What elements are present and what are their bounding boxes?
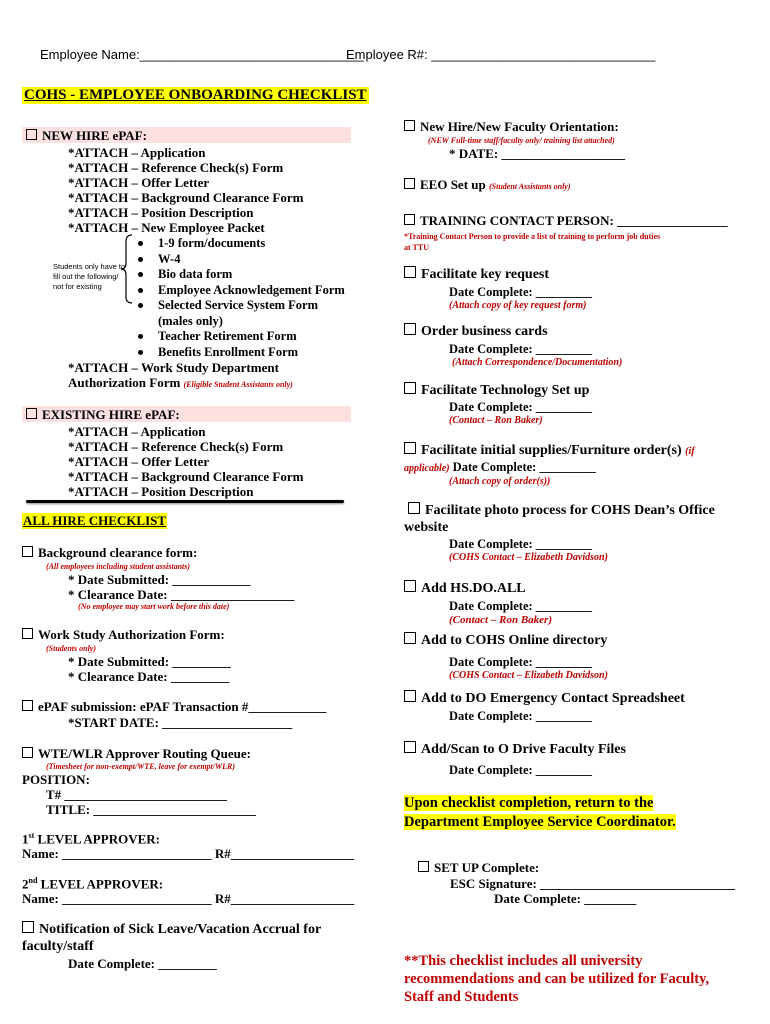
list-item: Bio data form	[134, 267, 345, 283]
technology-setup-item[interactable]: Facilitate Technology Set up	[404, 382, 589, 399]
section-divider	[26, 500, 344, 503]
photo-process-checkbox[interactable]	[408, 502, 420, 514]
key-request-note: (Attach copy of key request form)	[449, 300, 587, 311]
supplies-item[interactable]: Facilitate initial supplies/Furniture order(s) (if	[404, 442, 695, 459]
esc-signature-field[interactable]: ESC Signature: ______________________________	[450, 876, 736, 891]
list-item: *ATTACH – Background Clearance Form	[68, 190, 304, 205]
work-study-attach: *ATTACH – Work Study Department	[68, 360, 279, 375]
training-note: *Training Contact Person to provide a list of training to perform job duties at TTU	[404, 232, 661, 252]
epaf-submission-item[interactable]: ePAF submission: ePAF Transaction #____________	[22, 699, 326, 715]
all-hire-heading: ALL HIRE CHECKLIST	[23, 513, 167, 528]
second-level-approver-name[interactable]: Name: _______________________ R#___________________	[22, 891, 355, 906]
new-hire-checkbox[interactable]	[26, 129, 37, 140]
business-cards-date[interactable]: Date Complete: _________	[449, 342, 593, 356]
key-request-item[interactable]: Facilitate key request	[404, 266, 549, 283]
list-item: Employee Acknowledgement Form	[134, 283, 345, 299]
list-item: *ATTACH – Offer Letter	[68, 454, 210, 469]
photo-process-date[interactable]: Date Complete: _________	[449, 537, 593, 551]
sick-leave-item-line2: faculty/staff	[22, 939, 94, 954]
list-item: *ATTACH – Application	[68, 145, 206, 160]
list-item: 1-9 form/documents	[134, 236, 345, 252]
wte-wlr-item[interactable]: WTE/WLR Approver Routing Queue:	[22, 746, 251, 762]
technology-setup-checkbox[interactable]	[404, 382, 416, 394]
business-cards-item[interactable]: Order business cards	[404, 323, 548, 340]
existing-hire-attach-list	[68, 424, 303, 499]
wte-note: (Timesheet for non-exempt/WTE, leave for exempt/WLR)	[46, 762, 236, 771]
existing-hire-checkbox[interactable]	[26, 408, 37, 419]
list-item: Teacher Retirement Form	[134, 329, 345, 345]
photo-process-item-line2: website	[404, 520, 449, 535]
position-title-field[interactable]: TITLE: _________________________	[46, 802, 256, 817]
sick-leave-date[interactable]: Date Complete: _________	[68, 956, 217, 971]
eeo-item[interactable]: EEO Set up (Student Assistants only)	[404, 177, 571, 193]
work-study-checkbox[interactable]	[22, 628, 33, 639]
background-warning: (No employee may start work before this date)	[78, 602, 230, 611]
work-study-date-submitted[interactable]: * Date Submitted: _________	[68, 654, 231, 669]
list-item: *ATTACH – Position Description	[68, 205, 254, 220]
first-level-approver-name[interactable]: Name: _______________________ R#___________________	[22, 846, 355, 861]
online-directory-checkbox[interactable]	[404, 632, 416, 644]
position-label: POSITION:	[22, 772, 90, 787]
start-date-field[interactable]: *START DATE: ____________________	[68, 715, 293, 730]
students-only-note: Students only have to fill out the following/ not for existing	[53, 262, 126, 291]
sick-leave-item[interactable]: Notification of Sick Leave/Vacation Accrual for	[22, 921, 321, 938]
employee-name-field[interactable]: Employee Name:_______________________________	[40, 47, 364, 62]
completion-instructions: Upon checklist completion, return to the Department Employee Service Coordinator.	[404, 795, 676, 830]
orientation-note: (NEW Full-time staff/faculty only/ training list attached)	[428, 136, 615, 145]
o-drive-item[interactable]: Add/Scan to O Drive Faculty Files	[404, 741, 626, 758]
list-item: *ATTACH – Reference Check(s) Form	[68, 439, 284, 454]
emergency-contact-item[interactable]: Add to DO Emergency Contact Spreadsheet	[404, 690, 685, 707]
hsdoall-date[interactable]: Date Complete: _________	[449, 599, 593, 613]
page-title: COHS - EMPLOYEE ONBOARDING CHECKLIST	[24, 87, 367, 103]
background-note: (All employees including student assistants)	[46, 562, 191, 571]
list-item: *ATTACH – Application	[68, 424, 206, 439]
t-number-field[interactable]: T# _________________________	[46, 787, 227, 802]
setup-complete-item[interactable]: SET UP Complete:	[418, 860, 539, 876]
wte-wlr-checkbox[interactable]	[22, 747, 33, 758]
list-item: *ATTACH – Position Description	[68, 484, 254, 499]
o-drive-checkbox[interactable]	[404, 741, 416, 753]
list-item: W-4	[134, 252, 345, 268]
list-item: *ATTACH – Offer Letter	[68, 175, 210, 190]
sick-leave-checkbox[interactable]	[22, 921, 34, 933]
new-hire-attach-list	[68, 145, 303, 235]
setup-date-field[interactable]: Date Complete: ________	[494, 891, 637, 906]
list-item: *ATTACH – Reference Check(s) Form	[68, 160, 284, 175]
technology-setup-date[interactable]: Date Complete: _________	[449, 400, 593, 414]
emergency-contact-checkbox[interactable]	[404, 690, 416, 702]
orientation-item[interactable]: New Hire/New Faculty Orientation:	[404, 119, 619, 135]
new-hire-heading[interactable]: NEW HIRE ePAF:	[26, 128, 147, 144]
supplies-note: (Attach copy of order(s))	[449, 476, 551, 487]
work-study-note: (Students only)	[46, 644, 97, 653]
online-directory-note: (COHS Contact – Elizabeth Davidson)	[449, 670, 608, 681]
packet-items-list	[134, 236, 345, 360]
key-request-checkbox[interactable]	[404, 266, 416, 278]
online-directory-date[interactable]: Date Complete: _________	[449, 655, 593, 669]
hsdoall-item[interactable]: Add HS.DO.ALL	[404, 580, 526, 597]
training-contact-checkbox[interactable]	[404, 214, 415, 225]
hsdoall-note: (Contact – Ron Baker)	[449, 614, 552, 626]
work-study-clearance-date[interactable]: * Clearance Date: _________	[68, 669, 230, 684]
hsdoall-checkbox[interactable]	[404, 580, 416, 592]
photo-process-item[interactable]: Facilitate photo process for COHS Dean’s Office	[408, 502, 715, 519]
list-item: Benefits Enrollment Form	[134, 345, 345, 361]
online-directory-item[interactable]: Add to COHS Online directory	[404, 632, 607, 649]
technology-setup-note: (Contact – Ron Baker)	[449, 415, 543, 426]
work-study-attach-line2: Authorization Form (Eligible Student Assistants only)	[68, 375, 293, 390]
epaf-checkbox[interactable]	[22, 700, 33, 711]
eeo-checkbox[interactable]	[404, 178, 415, 189]
emergency-contact-date[interactable]: Date Complete: _________	[449, 709, 593, 723]
background-clearance-date[interactable]: * Clearance Date: ___________________	[68, 587, 295, 602]
background-date-submitted[interactable]: * Date Submitted: ____________	[68, 572, 251, 587]
business-cards-checkbox[interactable]	[404, 323, 416, 335]
training-contact-item[interactable]: TRAINING CONTACT PERSON: _________________	[404, 213, 728, 229]
o-drive-date[interactable]: Date Complete: _________	[449, 763, 593, 777]
existing-hire-heading[interactable]: EXISTING HIRE ePAF:	[26, 407, 180, 423]
employee-r-number-field[interactable]: Employee R#: _______________________________	[346, 47, 656, 62]
work-study-item[interactable]: Work Study Authorization Form:	[22, 627, 225, 643]
supplies-checkbox[interactable]	[404, 442, 416, 454]
key-request-date[interactable]: Date Complete: _________	[449, 285, 593, 299]
orientation-date[interactable]: * DATE: ___________________	[449, 146, 625, 161]
list-item: *ATTACH – Background Clearance Form	[68, 469, 304, 484]
orientation-checkbox[interactable]	[404, 120, 415, 131]
setup-complete-checkbox[interactable]	[418, 861, 429, 872]
business-cards-note: (Attach Correspondence/Documentation)	[452, 357, 623, 368]
second-level-approver-label: 2nd LEVEL APPROVER:	[22, 876, 164, 892]
list-item: Selected Service System Form	[134, 298, 345, 314]
photo-process-note: (COHS Contact – Elizabeth Davidson)	[449, 552, 608, 563]
list-item: *ATTACH – New Employee Packet	[68, 220, 265, 235]
background-clearance-item[interactable]: Background clearance form:	[22, 545, 197, 561]
footer-note: **This checklist includes all university recommendations and can be utilized for Faculty, Staff and Students	[404, 953, 710, 1005]
background-clearance-checkbox[interactable]	[22, 546, 33, 557]
first-level-approver-label: 1st LEVEL APPROVER:	[22, 831, 160, 847]
supplies-date[interactable]: applicable) Date Complete: _________	[404, 460, 596, 474]
list-item: (males only)	[158, 313, 223, 328]
